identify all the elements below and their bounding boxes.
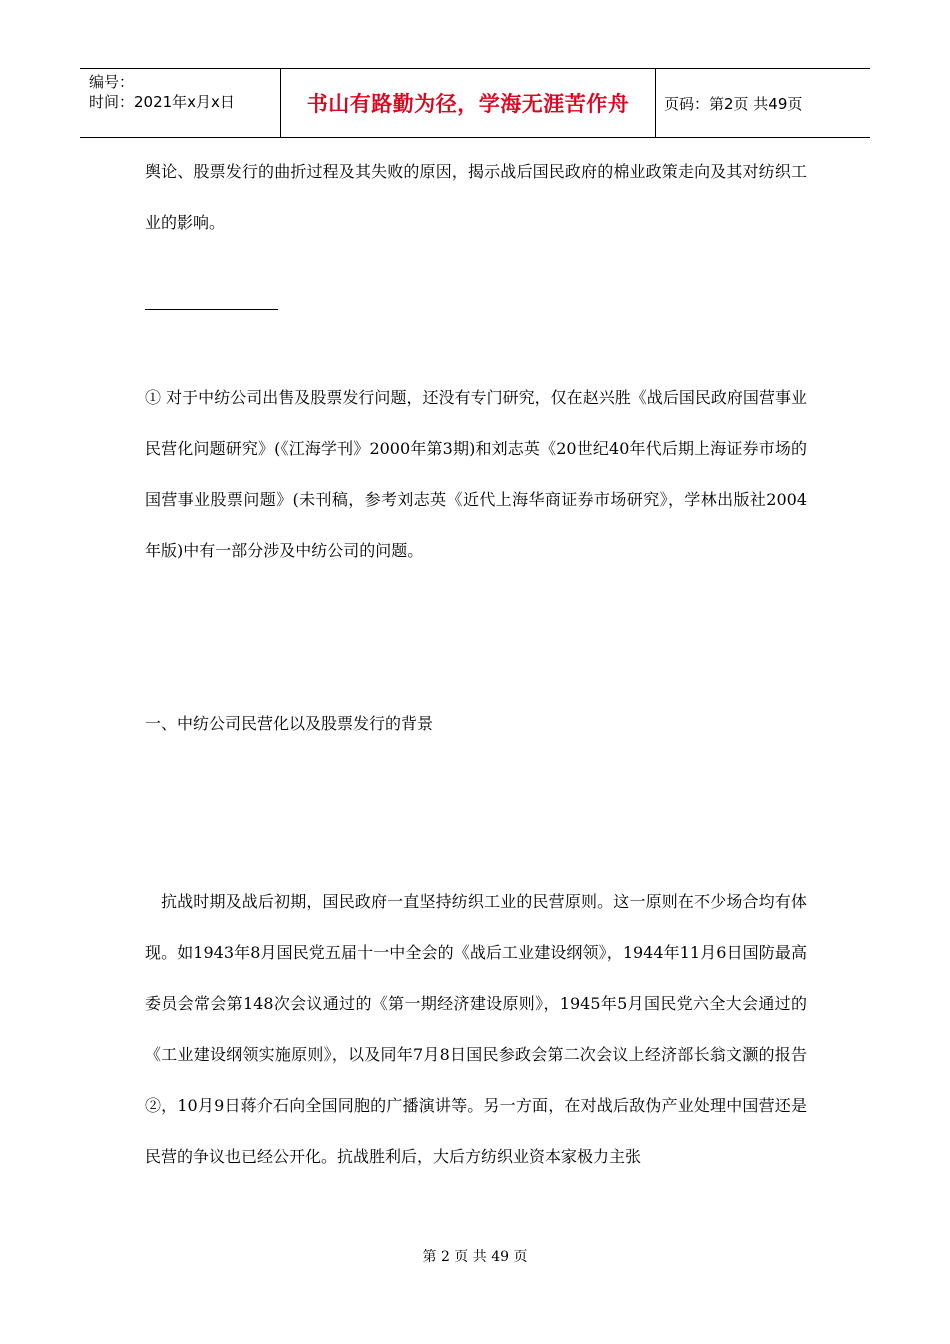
footnote-separator	[145, 309, 278, 310]
document-time-label: 时间：2021年x月x日	[89, 93, 235, 111]
header-page-cell	[656, 69, 870, 137]
header-page-code: 页码：第2页 共49页	[664, 94, 803, 113]
intro-paragraph: 舆论、股票发行的曲折过程及其失败的原因，揭示战后国民政府的棉业政策走向及其对纺织工业的影响。	[145, 162, 807, 232]
header-motto: 书山有路勤为径，学海无涯苦作舟	[306, 92, 630, 116]
page-header	[80, 68, 870, 138]
section-heading: 一、中纺公司民营化以及股票发行的背景	[145, 714, 434, 733]
header-motto-cell	[281, 69, 656, 137]
page-footer: 第 2 页 共 49 页	[422, 1249, 528, 1265]
main-paragraph: 抗战时期及战后初期，国民政府一直坚持纺织工业的民营原则。这一原则在不少场合均有体现。如1943年8月国民党五届十一中全会的《战后工业建设纲领》，1944年11月6日国防最高委员会常会第148次会议通过的《第一期经济建设原则》，1945年5月国民党六全大会通过的《工业建设纲领实施原则》，以及同年7月8日国民参政会第二次会议上经济部长翁文灏的报告②，10月9日蒋介石向全国同胞的广播演讲等。另一方面，在对战后敌伪产业处理中国营还是民营的争议也已经公开化。抗战胜利后，大后方纺织业资本家极力主张	[145, 892, 807, 1166]
header-info-cell	[80, 69, 281, 137]
footnote-paragraph: ① 对于中纺公司出售及股票发行问题，还没有专门研究，仅在赵兴胜《战后国民政府国营事业民营化问题研究》(《江海学刊》2000年第3期)和刘志英《20世纪40年代后期上海证券市场的国营事业股票问题》(未刊稿，参考刘志英《近代上海华商证券市场研究》，学林出版社2004年版)中有一部分涉及中纺公司的问题。	[145, 388, 807, 560]
document-number-label: 编号：	[89, 73, 135, 91]
